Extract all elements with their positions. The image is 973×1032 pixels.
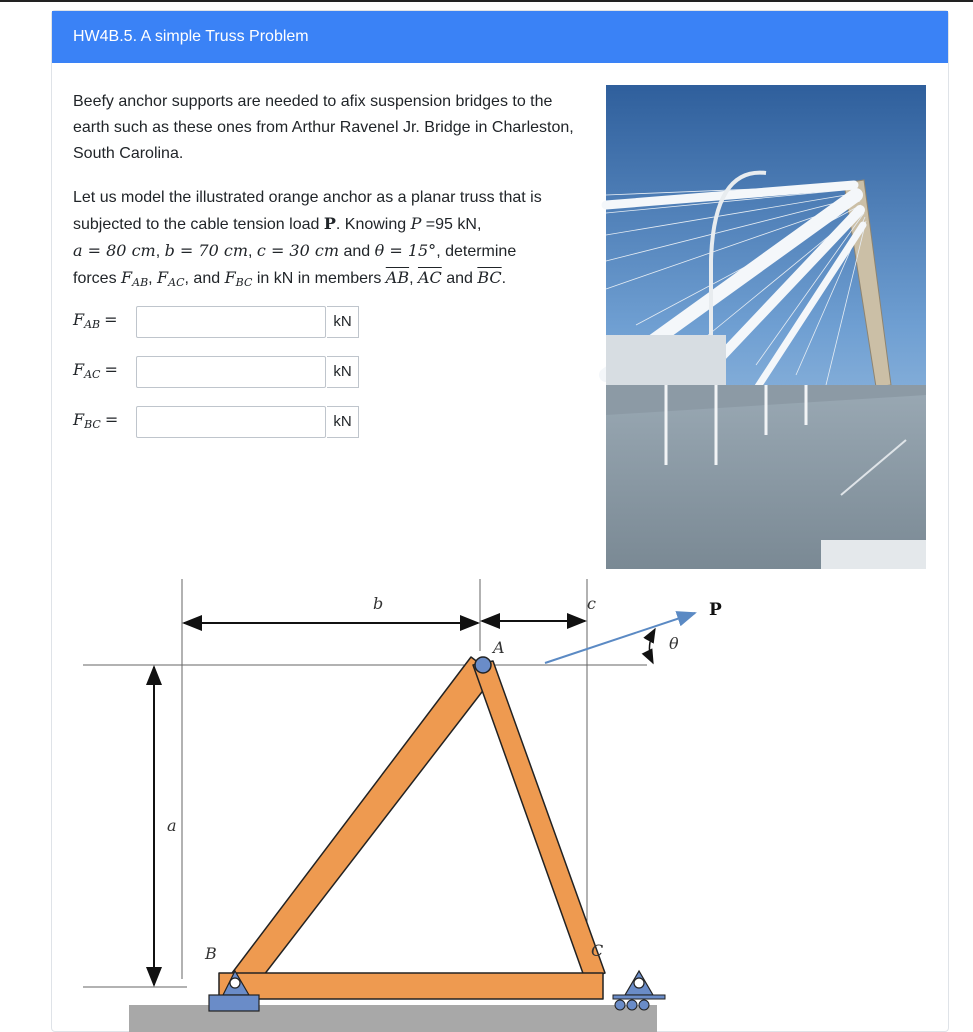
top-rule (0, 0, 973, 2)
label-a: a (167, 816, 177, 835)
label-b: b (373, 594, 384, 613)
p-variable: P (410, 214, 422, 233)
question-title: HW4B.5. A simple Truss Problem (73, 28, 309, 45)
answer-var: F (73, 410, 85, 429)
member-ab: $\overline{AB}$ (385, 268, 410, 287)
joint-a (475, 657, 491, 673)
problem-text: and (441, 270, 478, 287)
label-P: P (709, 600, 722, 620)
answer-label-fab (73, 310, 135, 331)
angle-theta-arc (649, 629, 655, 663)
equals-sign: = (104, 360, 118, 379)
c-value: c = 30 cm (256, 241, 340, 260)
fac-input[interactable] (136, 356, 326, 388)
force-ab-symbol: F (121, 268, 133, 287)
label-c: c (587, 594, 596, 613)
answer-var: F (73, 310, 85, 329)
label-theta: θ (669, 634, 679, 653)
label-C: C (591, 941, 604, 960)
equals-sign: = (104, 310, 118, 329)
truss-members (219, 657, 605, 999)
force-bc-symbol: F (224, 268, 236, 287)
load-symbol: P (323, 214, 336, 233)
problem-statement: Let us model the illustrated orange anchor as a planar truss that is subjected to the cable tension load P. Knowing P =95 kN, a = 80 cm, b = 70 cm, c = 30 cm and θ = 15°, determine forces $F_{AB}$, $F_{AC}$, and $F_{BC}$ in kN in members $\overline{AB}$, $\overline{AC}$ and $\overline{BC}$. (73, 189, 542, 289)
equals-sign: = (104, 410, 119, 429)
reference-lines (83, 579, 647, 987)
fbc-unit: kN (327, 406, 359, 438)
problem-text: . (501, 270, 507, 287)
bridge-photo (606, 85, 926, 569)
member-ac: $\overline{AC}$ (417, 268, 442, 287)
member-ab-bar (223, 657, 495, 997)
member-ac-bar (473, 661, 605, 979)
card-header (52, 11, 948, 63)
answer-sub: BC (84, 418, 101, 431)
a-value: a = 80 cm (73, 241, 156, 260)
force-ab-sub: AB (132, 276, 149, 289)
label-B: B (205, 944, 217, 963)
problem-line-2: subjected to the cable tension load (73, 216, 324, 233)
problem-text: , and (184, 270, 225, 287)
support-c (613, 971, 665, 1010)
truss-diagram (127, 569, 722, 1031)
fac-unit: kN (327, 356, 359, 388)
fab-unit: kN (327, 306, 359, 338)
ground (129, 1005, 657, 1032)
theta-value: θ = 15° (374, 241, 437, 260)
answer-sub: AC (84, 368, 101, 381)
b-value: b = 70 cm (164, 241, 248, 260)
p-value: =95 kN, (421, 216, 482, 233)
label-A: A (493, 638, 505, 657)
problem-text: in kN in members (252, 270, 386, 287)
member-bc: $\overline{BC}$ (477, 268, 502, 287)
problem-text: and (339, 243, 375, 260)
force-ac-sub: AC (168, 276, 185, 289)
fab-input[interactable] (136, 306, 326, 338)
member-bc-bar (219, 973, 603, 999)
answer-var: F (73, 360, 85, 379)
problem-text: . Knowing (335, 216, 411, 233)
problem-text: , determine (436, 243, 517, 260)
problem-line-1: Let us model the illustrated orange anchor as a planar truss that is (73, 189, 542, 206)
answer-label-fbc (73, 410, 135, 431)
problem-text: forces (73, 270, 122, 287)
force-ac-symbol: F (157, 268, 169, 287)
intro-paragraph: Beefy anchor supports are needed to afix suspension bridges to the earth such as these ones from Arthur Ravenel Jr. Bridge in Charleston, South Carolina. (73, 93, 574, 162)
fbc-input[interactable] (136, 406, 326, 438)
answer-label-fac (73, 360, 135, 381)
answer-sub: AB (84, 318, 101, 331)
force-bc-sub: BC (235, 276, 253, 289)
question-card (51, 10, 949, 1032)
